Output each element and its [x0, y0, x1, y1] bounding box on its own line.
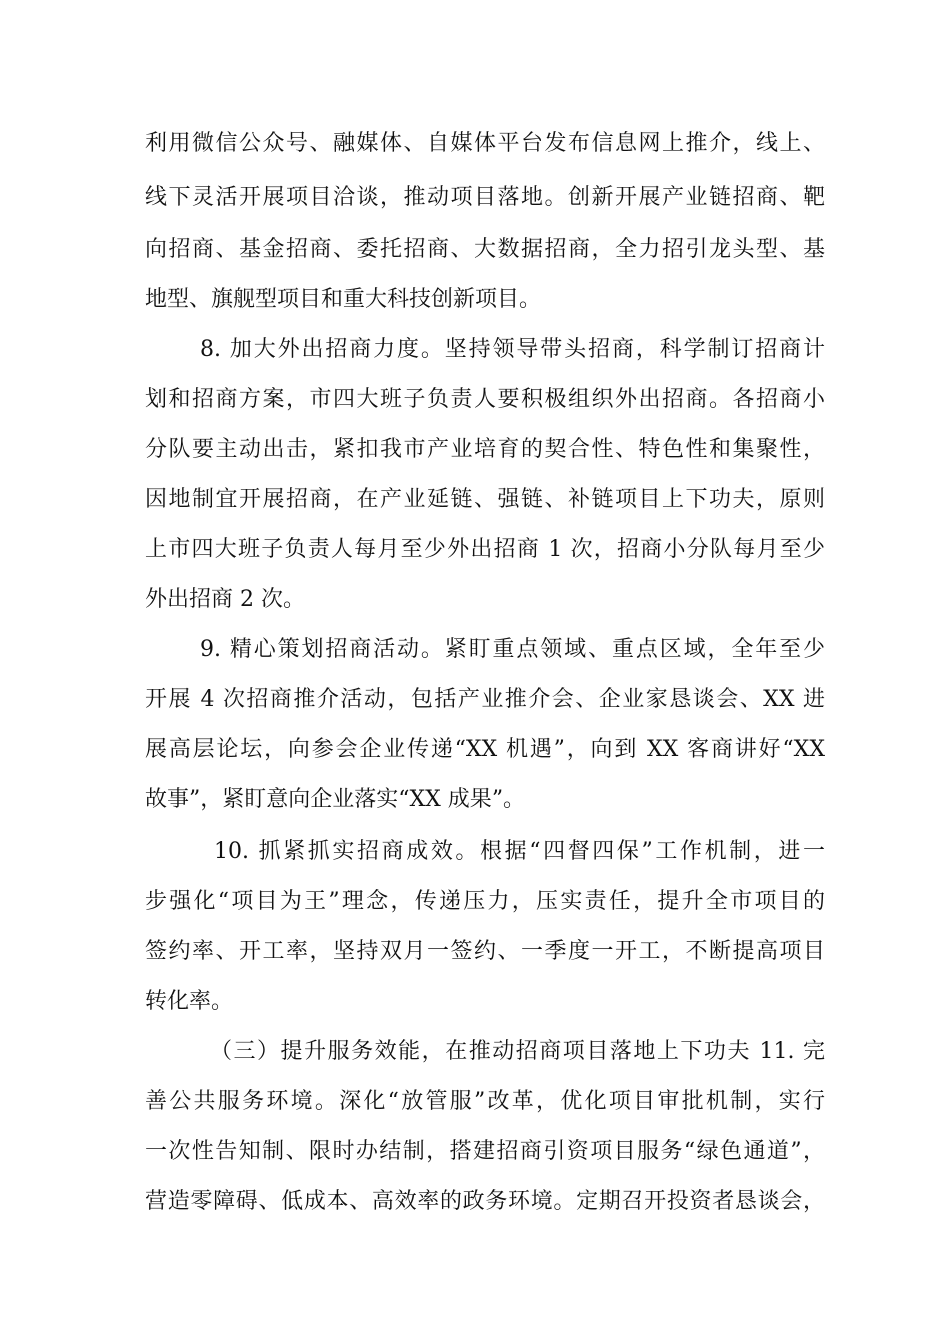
text-line: 步强化“项目为王”理念，传递压力，压实责任，提升全市项目的	[145, 889, 825, 914]
text-line: 故事”，紧盯意向企业落实“XX 成果”。	[145, 787, 526, 812]
paragraph-9-start: 9. 精心策划招商活动。紧盯重点领域、重点区域，全年至少	[200, 637, 825, 662]
text-line: 向招商、基金招商、委托招商、大数据招商，全力招引龙头型、基	[145, 237, 825, 262]
text-line: 一次性告知制、限时办结制，搭建招商引资项目服务“绿色通道”，	[145, 1139, 825, 1164]
text-line: 善公共服务环境。深化“放管服”改革，优化项目审批机制，实行	[145, 1089, 825, 1114]
text-line: 地型、旗舰型项目和重大科技创新项目。	[145, 287, 542, 312]
text-line: 划和招商方案，市四大班子负责人要积极组织外出招商。各招商小	[145, 387, 825, 412]
text-line: 因地制宜开展招商，在产业延链、强链、补链项目上下功夫，原则	[145, 487, 825, 512]
text-line: 分队要主动出击，紧扣我市产业培育的契合性、特色性和集聚性，	[145, 437, 825, 462]
text-line: 利用微信公众号、融媒体、自媒体平台发布信息网上推介，线上、	[145, 131, 825, 156]
text-line: 展高层论坛，向参会企业传递“XX 机遇”，向到 XX 客商讲好“XX	[145, 737, 825, 762]
paragraph-8-start: 8. 加大外出招商力度。坚持领导带头招商，科学制订招商计	[200, 337, 825, 362]
text-line: 上市四大班子负责人每月至少外出招商 1 次，招商小分队每月至少	[145, 537, 825, 562]
section-heading-three: （三）提升服务效能，在推动招商项目落地上下功夫 11. 完	[210, 1039, 825, 1064]
text-line: 转化率。	[145, 989, 234, 1014]
text-line: 开展 4 次招商推介活动，包括产业推介会、企业家恳谈会、XX 进	[145, 687, 825, 712]
paragraph-10-start: 10. 抓紧抓实招商成效。根据“四督四保”工作机制，进一	[214, 839, 825, 864]
text-line: 营造零障碍、低成本、高效率的政务环境。定期召开投资者恳谈会，	[145, 1189, 825, 1214]
text-line: 线下灵活开展项目洽谈，推动项目落地。创新开展产业链招商、靶	[145, 185, 825, 210]
text-line: 签约率、开工率，坚持双月一签约、一季度一开工，不断提高项目	[145, 939, 825, 964]
text-line: 外出招商 2 次。	[145, 587, 305, 612]
